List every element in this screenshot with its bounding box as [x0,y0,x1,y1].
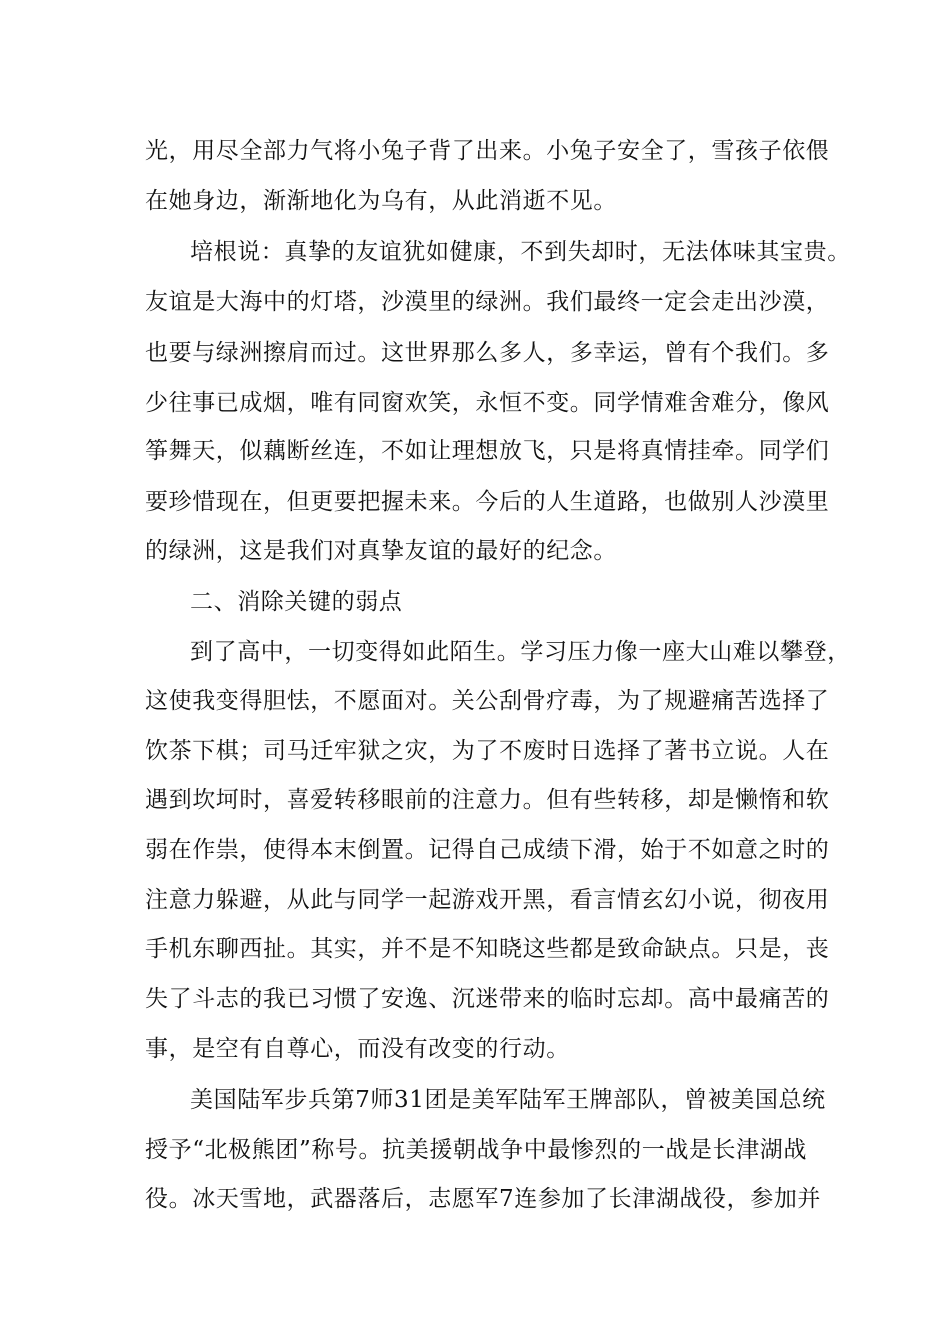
paragraph-line: 役。冰天雪地，武器落后，志愿军7连参加了长津湖战役，参加并 [145,1186,822,1212]
paragraph-line: 事，是空有自尊心，而没有改变的行动。 [145,1036,570,1062]
paragraph-line: 注意力躲避，从此与同学一起游戏开黑，看言情玄幻小说，彻夜用 [145,887,830,913]
paragraph-line: 筝舞天，似藕断丝连，不如让理想放飞，只是将真情挂牵。同学们 [145,438,830,464]
paragraph-line: 遇到坎坷时，喜爱转移眼前的注意力。但有些转移，却是懒惰和软 [145,787,830,813]
paragraph-line: 也要与绿洲擦肩而过。这世界那么多人，多幸运，曾有个我们。多 [145,340,830,366]
paragraph-line: 友谊是大海中的灯塔，沙漠里的绿洲。我们最终一定会走出沙漠， [145,289,830,315]
paragraph-line: 要珍惜现在，但更要把握未来。今后的人生道路，也做别人沙漠里 [145,489,830,515]
paragraph-line: 美国陆军步兵第7师31团是美军陆军王牌部队，曾被美国总统 [190,1087,826,1113]
paragraph-line: 少往事已成烟，唯有同窗欢笑，永恒不变。同学情难舍难分，像风 [145,390,830,416]
paragraph-line: 失了斗志的我已习惯了安逸、沉迷带来的临时忘却。高中最痛苦的 [145,986,830,1012]
paragraph-line: 饮茶下棋；司马迁牢狱之灾，为了不废时日选择了著书立说。人在 [145,738,830,764]
paragraph-line: 到了高中，一切变得如此陌生。学习压力像一座大山难以攀登， [190,639,851,665]
paragraph-line: 的绿洲，这是我们对真挚友谊的最好的纪念。 [145,538,617,564]
paragraph-line: 手机东聊西扯。其实，并不是不知晓这些都是致命缺点。只是，丧 [145,936,830,962]
paragraph-line: 弱在作祟，使得本末倒置。记得自己成绩下滑，始于不如意之时的 [145,837,830,863]
paragraph-line: 在她身边，渐渐地化为乌有，从此消逝不见。 [145,188,617,214]
paragraph-line: 培根说：真挚的友谊犹如健康，不到失却时，无法体味其宝贵。 [190,239,851,265]
paragraph-line: 光，用尽全部力气将小兔子背了出来。小兔子安全了，雪孩子依偎 [145,138,830,164]
paragraph-line: 授予“北极熊团”称号。抗美援朝战争中最惨烈的一战是长津湖战 [145,1137,807,1163]
section-heading: 二、消除关键的弱点 [190,589,403,615]
paragraph-line: 这使我变得胆怯，不愿面对。关公刮骨疗毒，为了规避痛苦选择了 [145,688,830,714]
